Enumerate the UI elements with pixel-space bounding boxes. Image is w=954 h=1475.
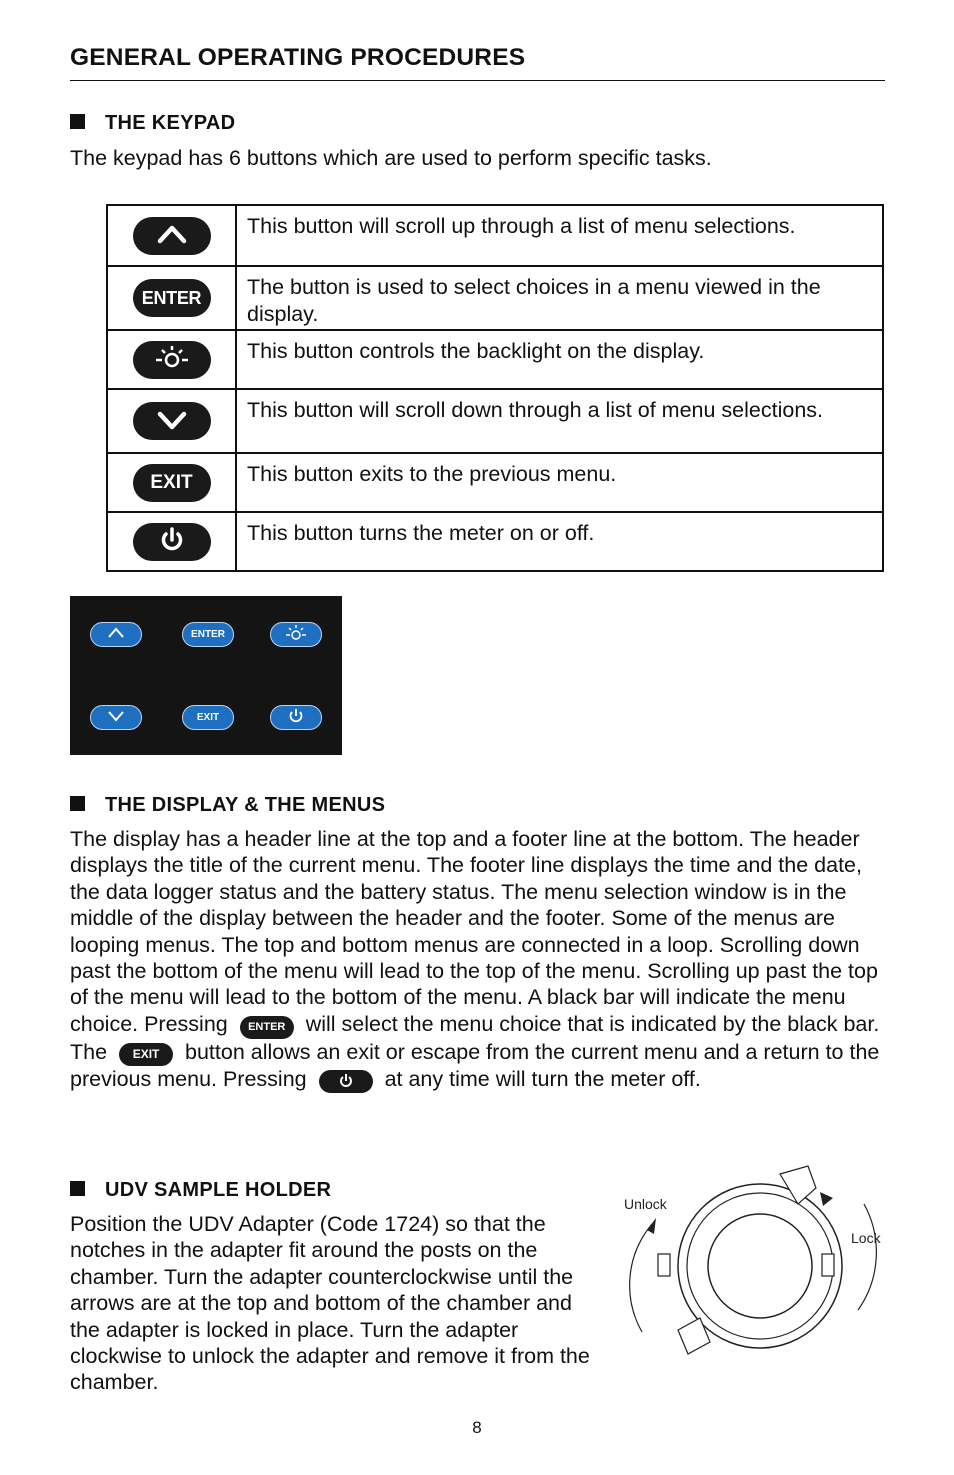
- display-text-part: at any time will turn the meter off.: [378, 1066, 701, 1091]
- button-description: The button is used to select choices in a menu viewed in the display.: [236, 266, 883, 330]
- keypad-enter-button: ENTER: [182, 622, 234, 647]
- up-arrow-icon: [133, 217, 211, 255]
- bullet-square-icon: [70, 796, 85, 811]
- keypad-backlight-icon: [270, 622, 322, 647]
- icon-cell: [107, 205, 236, 266]
- display-text-part: button allows an exit or escape from the current menu and a return to the previous menu. Pressing: [70, 1039, 880, 1091]
- udv-paragraph: Position the UDV Adapter (Code 1724) so that the notches in the adapter fit around the posts on the chamber. Turn the adapter counterclockwise until the arrows are at the top and bottom of the chamber and the adapter is locked in place. Turn the adapter clockwise to unlock the adapter and remove it from the chamber.: [70, 1212, 590, 1395]
- keypad-power-icon: [270, 705, 322, 730]
- inline-power-icon: [319, 1070, 373, 1093]
- unlock-arrow-icon: [647, 1218, 656, 1234]
- icon-cell: [107, 453, 236, 512]
- inline-exit-icon: EXIT: [119, 1043, 173, 1066]
- lock-arc: [858, 1204, 876, 1310]
- down-arrow-icon: [133, 402, 211, 440]
- exit-button-icon: EXIT: [133, 464, 211, 502]
- keypad-up-arrow-icon: [90, 622, 142, 647]
- lock-arrow-icon: [820, 1192, 833, 1206]
- button-description: This button will scroll down through a list of menu selections.: [236, 389, 883, 453]
- icon-cell: [107, 512, 236, 571]
- enter-button-icon: ENTER: [133, 279, 211, 317]
- page-number: 8: [472, 1418, 482, 1437]
- keypad-heading: [70, 112, 235, 135]
- table-row: [107, 453, 883, 512]
- table-row: [107, 512, 883, 571]
- keypad-photo: [70, 596, 342, 755]
- icon-cell: [107, 330, 236, 389]
- power-icon: [133, 523, 211, 561]
- holder-notch-bottom: [678, 1318, 710, 1354]
- table-row: [107, 266, 883, 330]
- holder-post-right: [822, 1254, 834, 1276]
- keypad-heading-text: THE KEYPAD: [105, 112, 236, 134]
- table-row: [107, 389, 883, 453]
- holder-inner-ring: [687, 1193, 833, 1339]
- inline-enter-icon: ENTER: [240, 1016, 294, 1039]
- icon-cell: [107, 266, 236, 330]
- keypad-button-table: [106, 204, 884, 572]
- button-description: This button will scroll up through a list of menu selections.: [236, 205, 883, 266]
- keypad-exit-button: EXIT: [182, 705, 234, 730]
- display-heading-text: THE DISPLAY & THE MENUS: [105, 794, 386, 816]
- bullet-square-icon: [70, 1181, 85, 1196]
- button-description: This button turns the meter on or off.: [236, 512, 883, 571]
- holder-center-well: [708, 1214, 812, 1318]
- udv-holder-diagram: [612, 1162, 892, 1362]
- display-text-part: will select the menu choice that is indicated by the black bar. The: [70, 1011, 880, 1064]
- unlock-arc: [630, 1224, 652, 1332]
- table-row: [107, 330, 883, 389]
- backlight-icon: [133, 341, 211, 379]
- button-description: This button exits to the previous menu.: [236, 453, 883, 512]
- keypad-intro: The keypad has 6 buttons which are used to perform specific tasks.: [70, 146, 712, 170]
- holder-notch-top: [780, 1166, 816, 1204]
- page-title: GENERAL OPERATING PROCEDURES: [70, 44, 526, 71]
- display-text-part: The display has a header line at the top and a footer line at the bottom. The header displays the title of the current menu. The footer line displays the time and the date, the data logger status and the battery status. The menu selection window is in the middle of the display between the header and the footer. Some of the menus are looping menus. The top and bottom menus are connected in a loop. Scrolling down past the bottom of the menu will lead to the top of the menu. Scrolling up past the top of the menu will lead to the bottom of the menu. A black bar will indicate the menu choice. Pressing: [70, 827, 878, 1036]
- display-paragraph: [70, 826, 888, 1093]
- holder-post-left: [658, 1254, 670, 1276]
- keypad-down-arrow-icon: [90, 705, 142, 730]
- display-heading: [70, 794, 385, 817]
- title-rule: [70, 80, 885, 81]
- table-row: [107, 205, 883, 266]
- bullet-square-icon: [70, 114, 85, 129]
- icon-cell: [107, 389, 236, 453]
- udv-heading-text: UDV SAMPLE HOLDER: [105, 1179, 332, 1201]
- udv-heading: [70, 1179, 331, 1202]
- button-description: This button controls the backlight on the display.: [236, 330, 883, 389]
- lock-label: Lock: [851, 1230, 881, 1246]
- unlock-label: Unlock: [624, 1196, 667, 1212]
